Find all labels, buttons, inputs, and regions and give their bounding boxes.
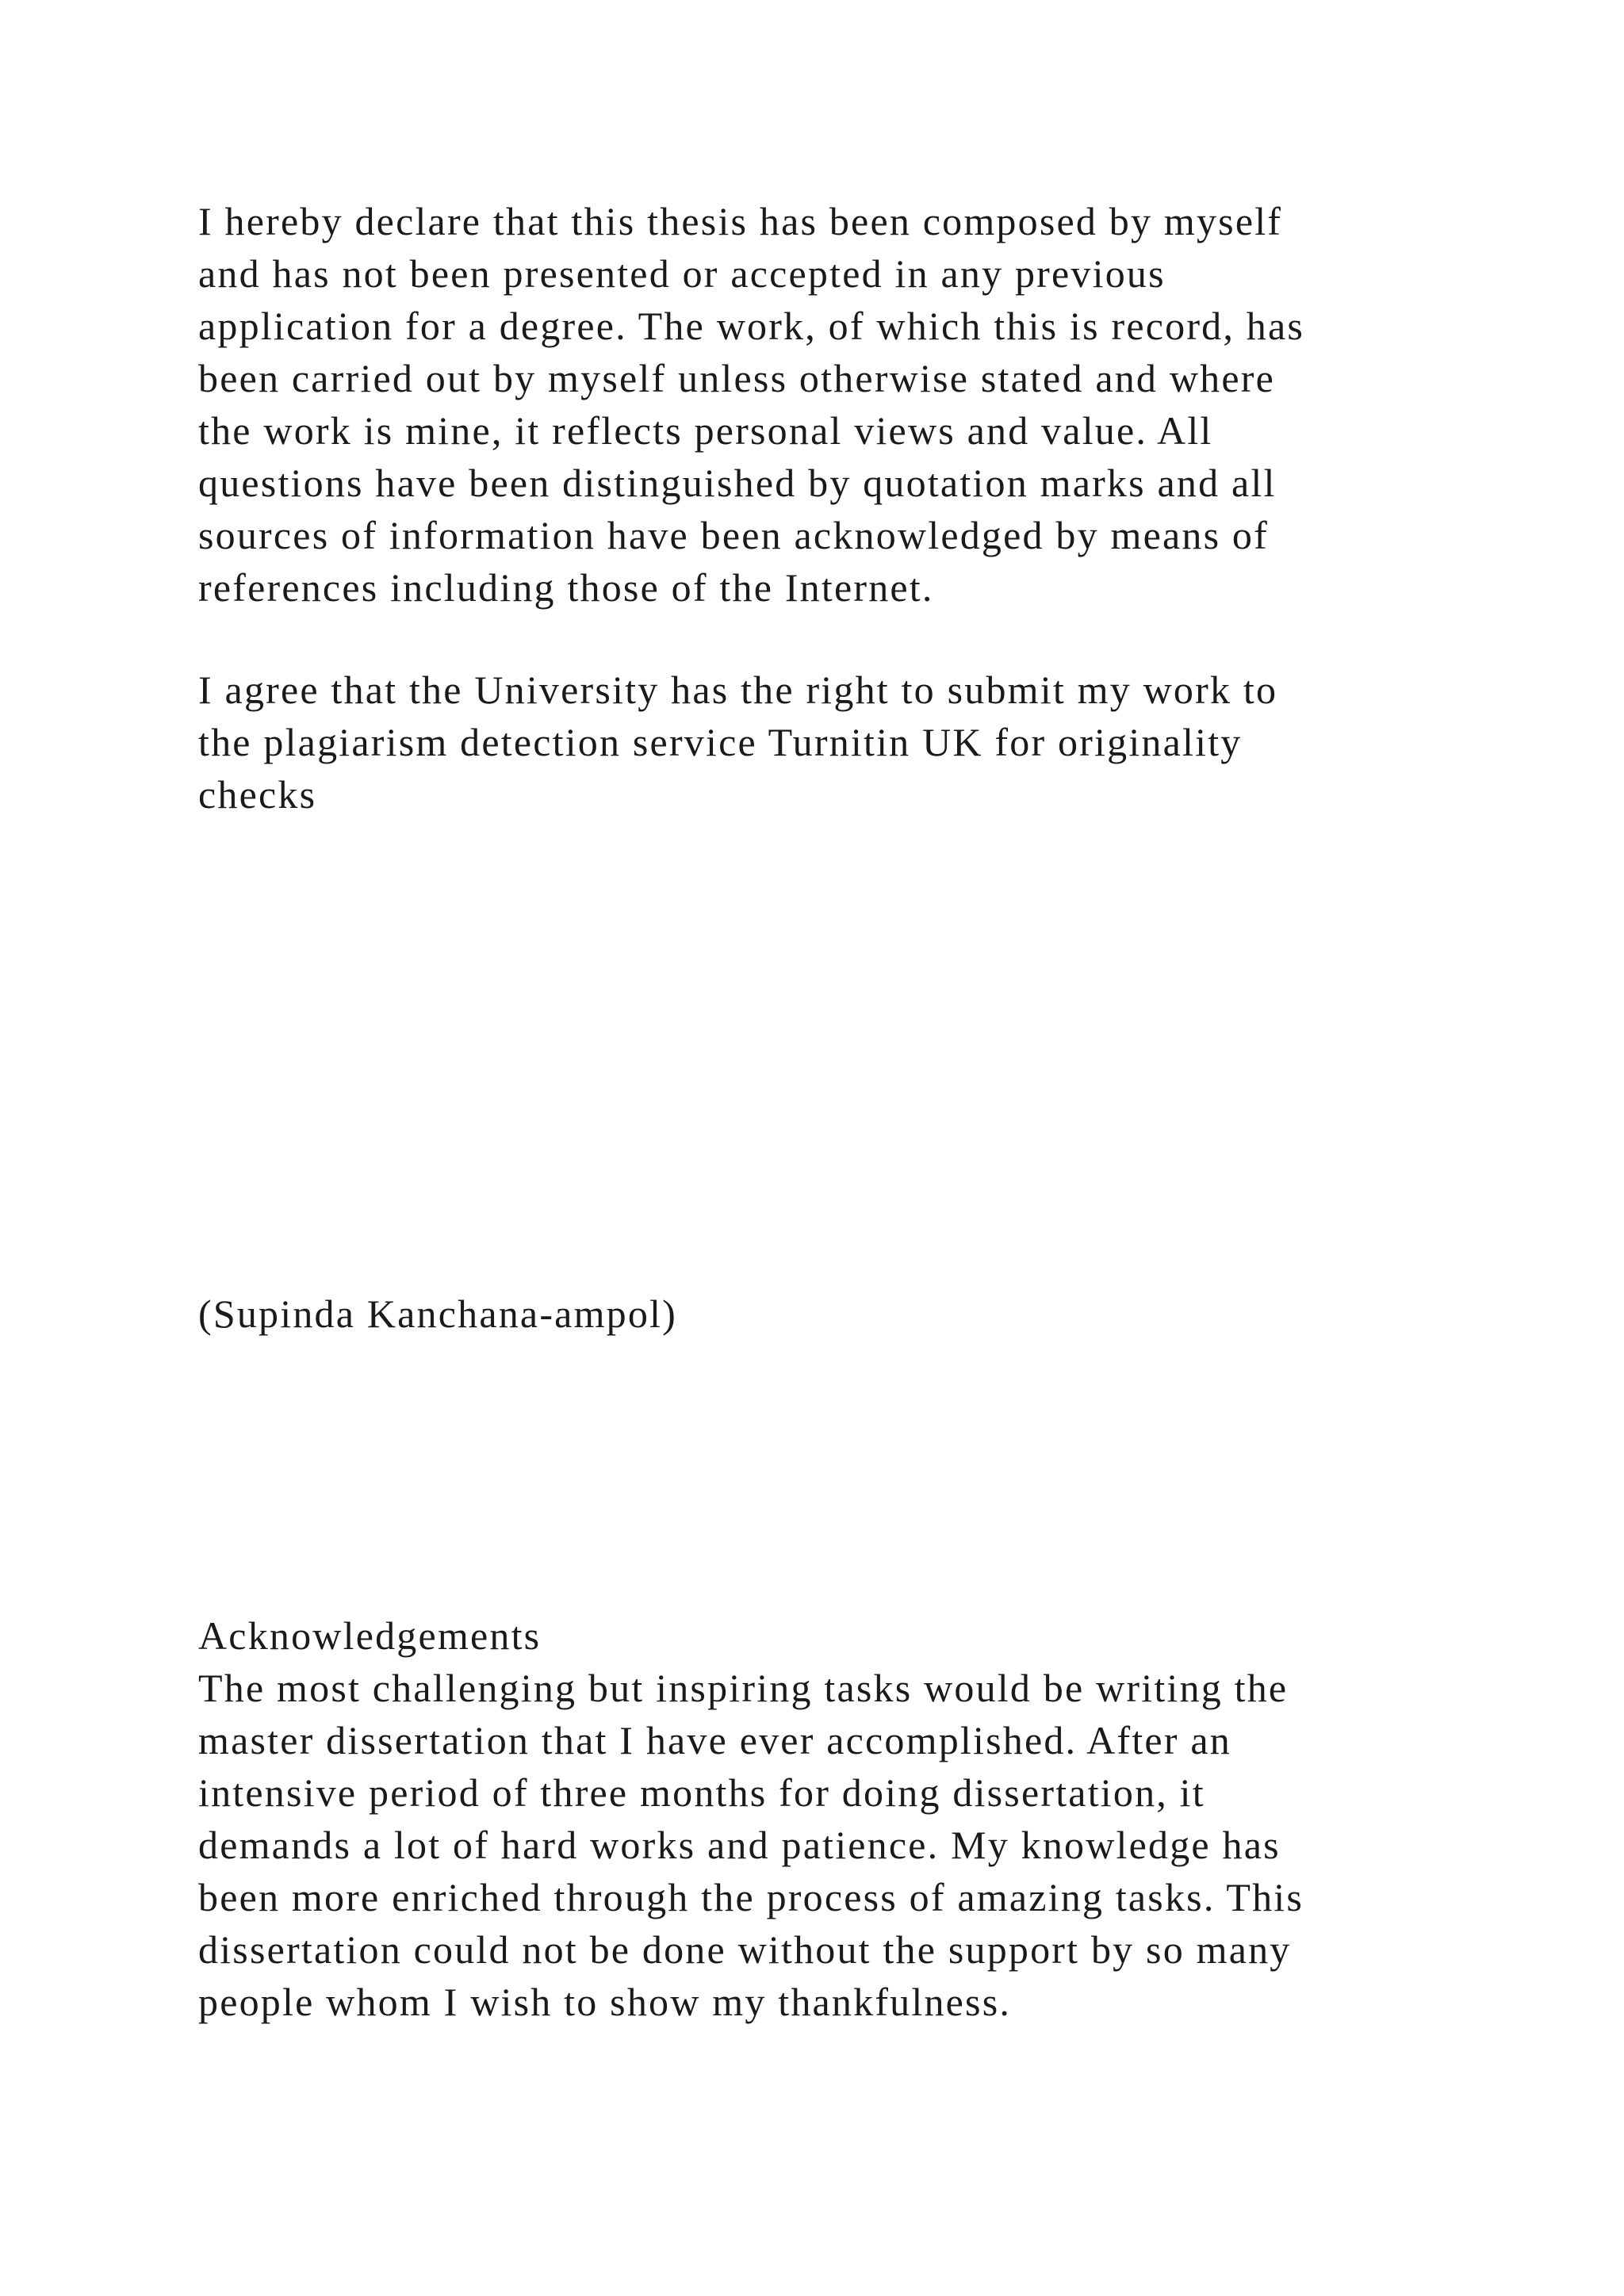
- declaration-line: I hereby declare that this thesis has been composed by myself: [198, 199, 1283, 243]
- consent-paragraph: [198, 664, 1499, 821]
- declaration-line: references including those of the Internet.: [198, 565, 934, 610]
- consent-line: I agree that the University has the right to submit my work to: [198, 668, 1278, 712]
- signature-line: (Supinda Kanchana-ampol): [198, 1292, 677, 1336]
- declaration-paragraph: [198, 195, 1499, 614]
- acknowledgements-heading-text: Acknowledgements: [198, 1613, 542, 1658]
- declaration-line: application for a degree. The work, of which this is record, has: [198, 304, 1305, 348]
- acknowledgements-line: master dissertation that I have ever accomplished. After an: [198, 1718, 1231, 1762]
- declaration-line: and has not been presented or accepted in any previous: [198, 251, 1166, 296]
- declaration-line: sources of information have been acknowledged by means of: [198, 513, 1269, 557]
- acknowledgements-heading: [198, 1609, 1499, 1662]
- declaration-line: been carried out by myself unless otherwise stated and where: [198, 356, 1275, 400]
- acknowledgements-line: demands a lot of hard works and patience. My knowledge has: [198, 1823, 1281, 1867]
- consent-line: checks: [198, 772, 317, 817]
- signature-name: [198, 1288, 1499, 1340]
- acknowledgements-line: The most challenging but inspiring tasks would be writing the: [198, 1666, 1289, 1710]
- acknowledgements-line: been more enriched through the process of amazing tasks. This: [198, 1875, 1304, 1919]
- declaration-line: the work is mine, it reflects personal views and value. All: [198, 408, 1213, 453]
- acknowledgements-paragraph: [198, 1662, 1499, 2028]
- consent-line: the plagiarism detection service Turnitin UK for originality: [198, 720, 1243, 764]
- acknowledgements-line: intensive period of three months for doing dissertation, it: [198, 1770, 1205, 1815]
- acknowledgements-line: dissertation could not be done without the support by so many: [198, 1927, 1292, 1972]
- declaration-line: questions have been distinguished by quotation marks and all: [198, 461, 1277, 505]
- acknowledgements-line: people whom I wish to show my thankfulness.: [198, 1980, 1012, 2024]
